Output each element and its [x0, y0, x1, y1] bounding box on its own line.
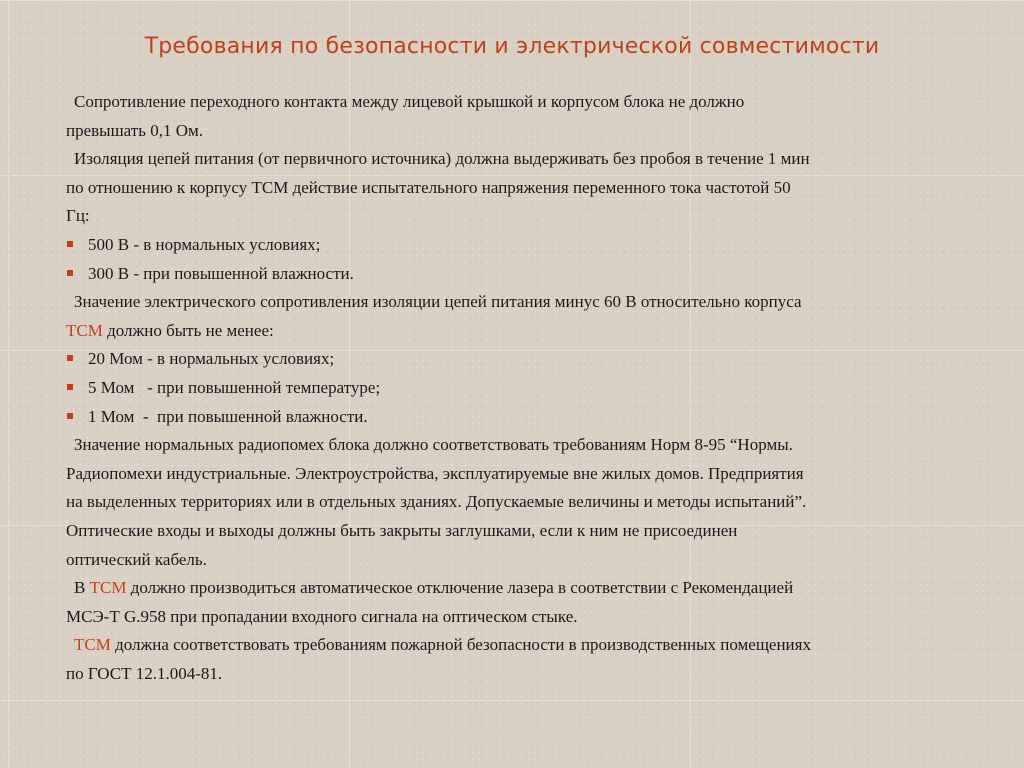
text-line: оптический кабель. [66, 549, 207, 569]
list-item [66, 231, 956, 260]
text-line: Гц: [66, 206, 90, 226]
text-line: Значение нормальных радиопомех блока должно соответствовать требованиям Норм 8-95 “Нормы. [74, 435, 793, 455]
text-span: должно производиться автоматическое отключение лазера в соответствии с Рекомендацией [126, 578, 794, 598]
list-item-text: 20 Мом - в нормальных условиях; [88, 349, 335, 369]
paragraph-insulation [66, 145, 956, 231]
text-line: Значение электрического сопротивления изоляции цепей питания минус 60 В относительно корпуса [74, 292, 802, 312]
text-line: МСЭ-Т G.958 при пропадании входного сигнала на оптическом стыке. [66, 606, 578, 626]
list-item-text: 1 Мом - при повышенной влажности. [88, 406, 368, 426]
text-span: должна соответствовать требованиям пожарной безопасности в производственных помещениях [110, 635, 811, 655]
list-item [66, 260, 956, 289]
text-line: на выделенных территориях или в отдельных зданиях. Допускаемые величины и методы испытаний”. [66, 492, 807, 512]
square-bullet-icon [67, 384, 73, 390]
bullet-list-resistance [66, 345, 956, 431]
tsm-highlight: ТСМ [66, 320, 103, 340]
text-span: должно быть не менее: [102, 320, 274, 340]
text-line: по ГОСТ 12.1.004-81. [66, 663, 223, 683]
square-bullet-icon [67, 355, 73, 361]
text-span: В [74, 578, 90, 598]
list-item-text: 300 В - при повышенной влажности. [88, 263, 354, 283]
text-line: превышать 0,1 Ом. [66, 120, 204, 140]
list-item-text: 500 В - в нормальных условиях; [88, 234, 321, 254]
square-bullet-icon [67, 270, 73, 276]
paragraph-laser-shutdown [66, 574, 956, 631]
text-line: Изоляция цепей питания (от первичного источника) должна выдерживать без пробоя в течение 1 мин [74, 149, 810, 169]
text-line [66, 631, 956, 660]
slide-title: Требования по безопасности и электрической совместимости [144, 34, 880, 59]
list-item-text: 5 Мом - при повышенной температуре; [88, 377, 381, 397]
tsm-highlight: ТСМ [74, 635, 111, 655]
text-line: по отношению к корпусу ТСМ действие испытательного напряжения переменного тока частотой 50 [66, 177, 791, 197]
paragraph-insulation-resistance [66, 288, 956, 345]
tsm-highlight: ТСМ [89, 578, 127, 598]
text-line: Сопротивление переходного контакта между лицевой крышкой и корпусом блока не должно [74, 92, 745, 111]
square-bullet-icon [67, 241, 73, 247]
paragraph-radio-interference [66, 431, 956, 574]
text-line [66, 317, 956, 346]
square-bullet-icon [67, 413, 73, 419]
slide-body [66, 88, 956, 688]
text-line [66, 574, 956, 603]
list-item [66, 403, 956, 432]
text-line: Радиопомехи индустриальные. Электроустройства, эксплуатируемые вне жилых домов. Предприятия [66, 463, 804, 483]
paragraph-contact-resistance [66, 88, 956, 145]
text-line: Оптические входы и выходы должны быть закрыты заглушками, если к ним не присоединен [66, 520, 738, 540]
list-item [66, 374, 956, 403]
list-item [66, 345, 956, 374]
bullet-list-voltage [66, 231, 956, 288]
paragraph-fire-safety [66, 631, 956, 688]
